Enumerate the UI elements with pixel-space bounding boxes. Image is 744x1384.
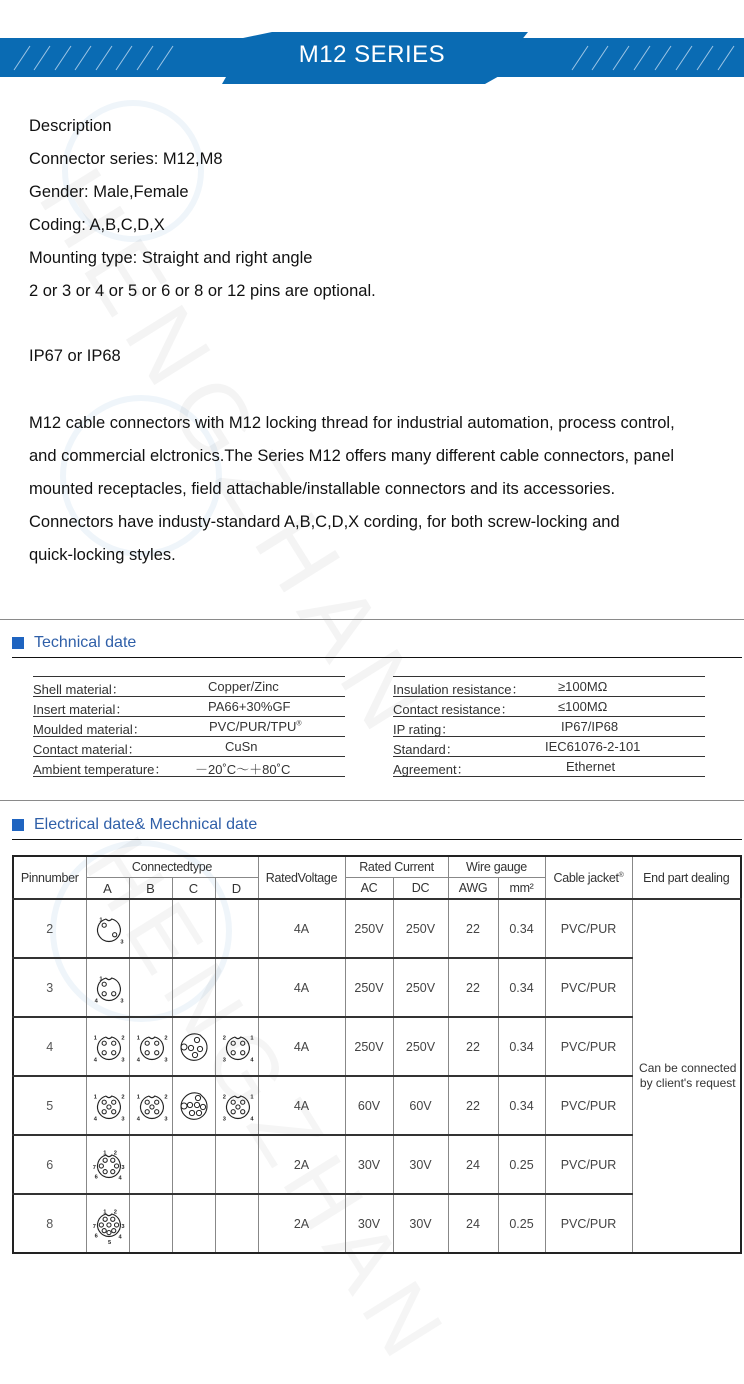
svg-text:3: 3 (163, 1056, 168, 1063)
svg-text:6: 6 (94, 1173, 98, 1180)
svg-text:4: 4 (136, 1115, 140, 1122)
tech-value: ≤100MΩ (558, 699, 608, 714)
coding-c-cell (172, 1194, 215, 1253)
svg-text:1: 1 (102, 1150, 106, 1157)
svg-text:3: 3 (119, 938, 124, 945)
awg-cell: 22 (448, 899, 498, 958)
svg-text:1: 1 (249, 1034, 254, 1041)
svg-text:4: 4 (94, 997, 98, 1004)
awg-cell: 22 (448, 958, 498, 1017)
svg-text:3: 3 (120, 1056, 125, 1063)
section-underline (12, 657, 742, 658)
tech-row (33, 756, 345, 777)
tech-row (33, 716, 345, 736)
paragraph-line: and commercial elctronics.The Series M12 offers many different cable connectors, panel (29, 447, 675, 465)
pin-number-cell: 4 (13, 1017, 86, 1076)
svg-text:1: 1 (102, 1209, 106, 1216)
tech-label: Contact material： (33, 742, 141, 757)
svg-text:3: 3 (163, 1115, 168, 1122)
coding-b-cell (129, 1017, 172, 1076)
svg-text:3: 3 (222, 1056, 226, 1063)
series-banner (0, 30, 744, 85)
mm2-cell: 0.34 (498, 899, 545, 958)
connector-8pin-a-coding-icon (88, 1202, 128, 1246)
mm2-cell: 0.25 (498, 1135, 545, 1194)
svg-text:4: 4 (93, 1056, 97, 1063)
svg-text:4: 4 (93, 1115, 97, 1122)
technical-section-title (12, 634, 136, 652)
tech-label: Insert material： (33, 702, 129, 717)
svg-text:7: 7 (92, 1223, 96, 1230)
tech-value: Copper/Zinc (208, 679, 279, 694)
header-pin-number: Pinnumber (13, 856, 86, 899)
svg-text:1: 1 (98, 975, 103, 982)
section-divider (0, 619, 744, 620)
pin-number-cell: 6 (13, 1135, 86, 1194)
header-coding-a: A (86, 878, 129, 900)
tech-label: Ambient temperature： (33, 762, 168, 777)
ac-cell: 250V (345, 1017, 393, 1076)
tech-label: IP rating： (393, 722, 455, 737)
tech-value: －20˚C～＋80˚C (195, 762, 291, 777)
description-line: 2 or 3 or 4 or 5 or 6 or 8 or 12 pins are optional. (29, 282, 376, 300)
coding-b-cell (129, 1135, 172, 1194)
jacket-cell: PVC/PUR (545, 899, 632, 958)
electrical-table (12, 855, 742, 1254)
table-row (13, 958, 741, 1017)
table-row (13, 1194, 741, 1253)
tech-value: IP67/IP68 (561, 719, 619, 734)
svg-text:4: 4 (117, 1174, 122, 1181)
mm2-cell: 0.25 (498, 1194, 545, 1253)
dc-cell: 250V (393, 1017, 448, 1076)
tech-value: IEC61076-2-101 (545, 739, 641, 754)
coding-d-cell (215, 1194, 258, 1253)
svg-text:3: 3 (222, 1115, 226, 1122)
header-rated-voltage: RatedVoltage (258, 856, 345, 899)
ip-rating-text: IP67 or IP68 (29, 347, 121, 365)
dc-cell: 30V (393, 1135, 448, 1194)
header-ac: AC (345, 878, 393, 900)
awg-cell: 24 (448, 1135, 498, 1194)
tech-value: PVC/PUR/TPU (209, 719, 297, 734)
pin-number-cell: 5 (13, 1076, 86, 1135)
coding-a-cell (86, 958, 129, 1017)
ac-cell: 250V (345, 958, 393, 1017)
connector-5pin-d-coding-icon (217, 1084, 257, 1128)
table-row (13, 899, 741, 958)
awg-cell: 24 (448, 1194, 498, 1253)
coding-a-cell (86, 1076, 129, 1135)
section-underline (12, 839, 742, 840)
coding-c-cell (172, 899, 215, 958)
connector-4pin-d-coding-icon (217, 1025, 257, 1069)
registered-mark: ® (618, 871, 624, 879)
header-awg: AWG (448, 878, 498, 900)
svg-text:2: 2 (113, 1209, 117, 1216)
header-wire-gauge: Wire gauge (448, 856, 545, 878)
svg-text:3: 3 (120, 1115, 125, 1122)
ac-cell: 250V (345, 899, 393, 958)
svg-text:2: 2 (163, 1034, 168, 1041)
tech-label: Shell material： (33, 682, 125, 697)
svg-text:2: 2 (222, 1034, 226, 1041)
dc-cell: 250V (393, 899, 448, 958)
svg-text:2: 2 (113, 1150, 117, 1157)
header-connected-type: Connectedtype (86, 856, 258, 878)
tech-row (33, 676, 345, 696)
coding-d-cell (215, 1076, 258, 1135)
coding-d-cell (215, 1135, 258, 1194)
svg-text:1: 1 (136, 1093, 140, 1100)
paragraph-line: mounted receptacles, field attachable/installable connectors and its accessories. (29, 480, 616, 498)
svg-text:7: 7 (92, 1164, 96, 1171)
connector-3pin-a-coding-icon (88, 966, 128, 1010)
svg-text:3: 3 (119, 997, 124, 1004)
header-coding-d: D (215, 878, 258, 900)
paragraph-line: Connectors have industy-standard A,B,C,D,X cording, for both screw-locking and (29, 513, 620, 531)
svg-text:2: 2 (120, 1093, 125, 1100)
coding-a-cell (86, 1135, 129, 1194)
tech-row (393, 756, 705, 777)
jacket-cell: PVC/PUR (545, 958, 632, 1017)
tech-label: Standard： (393, 742, 459, 757)
tech-row (33, 736, 345, 756)
tech-row (393, 676, 705, 696)
jacket-cell: PVC/PUR (545, 1135, 632, 1194)
table-header-row (13, 856, 741, 878)
tech-value: CuSn (225, 739, 258, 754)
svg-text:6: 6 (94, 1232, 98, 1239)
coding-d-cell (215, 958, 258, 1017)
section-square-icon (12, 819, 24, 831)
coding-c-cell (172, 958, 215, 1017)
connector-c-coding-icon (174, 1085, 214, 1127)
svg-text:4: 4 (136, 1056, 140, 1063)
tech-row (33, 696, 345, 716)
ac-cell: 30V (345, 1194, 393, 1253)
svg-text:2: 2 (163, 1093, 168, 1100)
svg-text:4: 4 (249, 1056, 254, 1063)
coding-b-cell (129, 1076, 172, 1135)
rated-voltage-cell: 4A (258, 958, 345, 1017)
end-part-note-line: Can be connected (639, 1061, 737, 1075)
ac-cell: 60V (345, 1076, 393, 1135)
header-dc: DC (393, 878, 448, 900)
mm2-cell: 0.34 (498, 958, 545, 1017)
svg-text:2: 2 (222, 1093, 226, 1100)
technical-right-table (393, 676, 705, 777)
pin-number-cell: 8 (13, 1194, 86, 1253)
svg-text:3: 3 (120, 1164, 125, 1171)
header-coding-c: C (172, 878, 215, 900)
coding-d-cell (215, 1017, 258, 1076)
jacket-cell: PVC/PUR (545, 1017, 632, 1076)
tech-label: Agreement： (393, 762, 470, 777)
tech-label: Contact resistance： (393, 702, 514, 717)
connector-5pin-a-coding-icon (88, 1084, 128, 1128)
header-coding-b: B (129, 878, 172, 900)
pin-number-cell: 2 (13, 899, 86, 958)
end-part-note-line: by client's request (639, 1076, 736, 1090)
dc-cell: 60V (393, 1076, 448, 1135)
svg-text:1: 1 (93, 1034, 97, 1041)
end-part-note (632, 899, 741, 1253)
technical-left-table (33, 676, 345, 777)
table-row (13, 1017, 741, 1076)
description-line: Coding: A,B,C,D,X (29, 216, 165, 234)
description-line: Gender: Male,Female (29, 183, 189, 201)
svg-text:1: 1 (136, 1034, 140, 1041)
awg-cell: 22 (448, 1017, 498, 1076)
description-heading: Description (29, 117, 112, 135)
rated-voltage-cell: 4A (258, 1017, 345, 1076)
tech-row (393, 716, 705, 736)
tech-value: ≥100MΩ (558, 679, 608, 694)
svg-text:1: 1 (98, 916, 103, 923)
rated-voltage-cell: 4A (258, 1076, 345, 1135)
tech-row (393, 696, 705, 716)
coding-b-cell (129, 899, 172, 958)
coding-a-cell (86, 899, 129, 958)
svg-text:4: 4 (249, 1115, 254, 1122)
technical-title-text: Technical date (34, 634, 137, 651)
jacket-cell: PVC/PUR (545, 1194, 632, 1253)
coding-b-cell (129, 958, 172, 1017)
coding-a-cell (86, 1017, 129, 1076)
section-divider (0, 800, 744, 801)
dc-cell: 250V (393, 958, 448, 1017)
coding-c-cell (172, 1017, 215, 1076)
mm2-cell: 0.34 (498, 1017, 545, 1076)
jacket-cell: PVC/PUR (545, 1076, 632, 1135)
header-mm2: mm² (498, 878, 545, 900)
table-row (13, 1076, 741, 1135)
electrical-title-text: Electrical date& Mechnical date (34, 816, 258, 833)
rated-voltage-cell: 2A (258, 1194, 345, 1253)
rated-voltage-cell: 4A (258, 899, 345, 958)
svg-text:4: 4 (117, 1233, 122, 1240)
tech-value: PA66+30%GF (208, 699, 291, 714)
svg-text:1: 1 (93, 1093, 97, 1100)
svg-text:1: 1 (249, 1093, 254, 1100)
svg-text:2: 2 (120, 1034, 125, 1041)
coding-c-cell (172, 1076, 215, 1135)
connector-2pin-a-coding-icon (88, 907, 128, 951)
svg-text:5: 5 (107, 1239, 111, 1246)
header-cable-jacket (545, 856, 632, 899)
connector-5pin-b-coding-icon (131, 1084, 171, 1128)
electrical-section-title (12, 816, 257, 834)
banner-title: M12 SERIES (298, 41, 446, 68)
coding-c-cell (172, 1135, 215, 1194)
paragraph-line: M12 cable connectors with M12 locking thread for industrial automation, process control, (29, 414, 675, 432)
rated-voltage-cell: 2A (258, 1135, 345, 1194)
connector-4pin-a-coding-icon (88, 1025, 128, 1069)
pin-number-cell: 3 (13, 958, 86, 1017)
registered-mark: ® (296, 720, 302, 728)
tech-value: Ethernet (566, 759, 616, 774)
header-end-part: End part dealing (632, 856, 741, 899)
header-rated-current: Rated Current (345, 856, 448, 878)
section-square-icon (12, 637, 24, 649)
connector-4pin-b-coding-icon (131, 1025, 171, 1069)
tech-row (393, 736, 705, 756)
tech-label: Moulded material： (33, 722, 146, 737)
tech-value-wrap (209, 719, 302, 734)
paragraph-line: quick-locking styles. (29, 546, 176, 564)
table-row (13, 1135, 741, 1194)
mm2-cell: 0.34 (498, 1076, 545, 1135)
connector-6pin-a-coding-icon (88, 1143, 128, 1187)
coding-b-cell (129, 1194, 172, 1253)
coding-d-cell (215, 899, 258, 958)
svg-text:3: 3 (120, 1223, 125, 1230)
coding-a-cell (86, 1194, 129, 1253)
tech-label: Insulation resistance： (393, 682, 525, 697)
connector-c-coding-icon (174, 1026, 214, 1068)
description-line: Mounting type: Straight and right angle (29, 249, 313, 267)
dc-cell: 30V (393, 1194, 448, 1253)
awg-cell: 22 (448, 1076, 498, 1135)
description-line: Connector series: M12,M8 (29, 150, 223, 168)
ac-cell: 30V (345, 1135, 393, 1194)
cable-jacket-label: Cable jacket (553, 870, 619, 885)
